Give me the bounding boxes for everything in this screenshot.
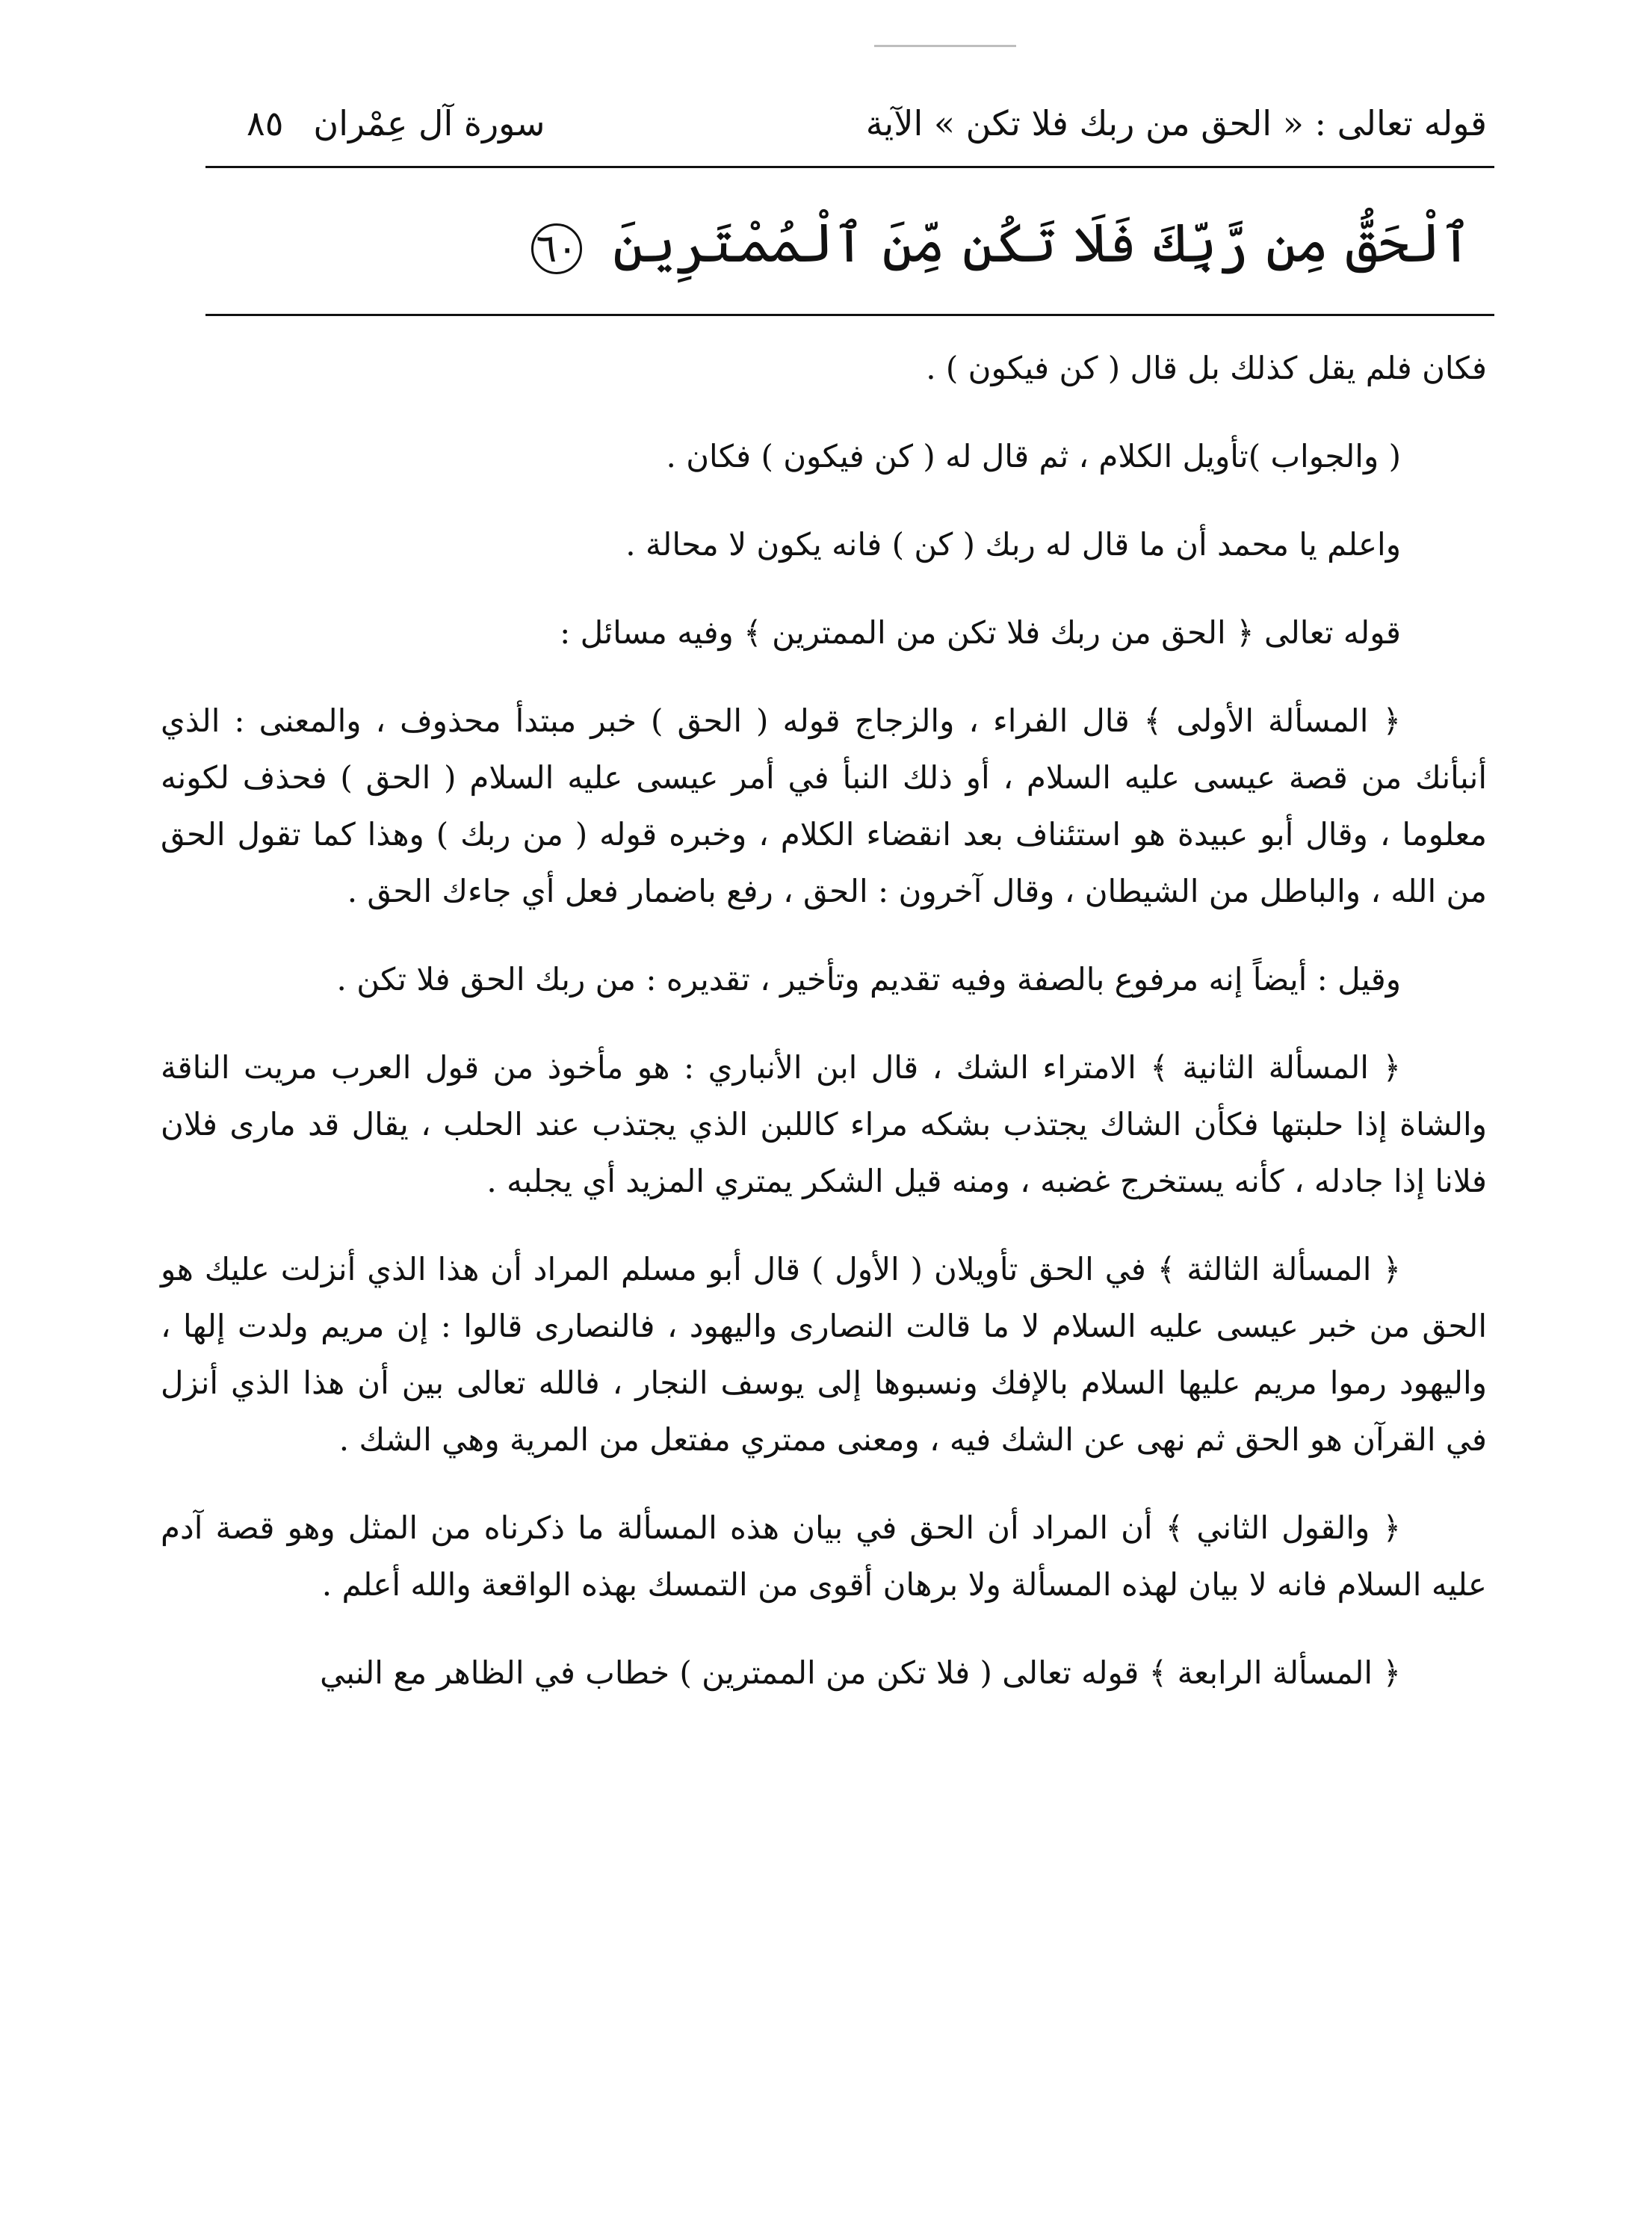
commentary-body — [161, 340, 1487, 1733]
running-title: قوله تعالى : « الحق من ربك فلا تكن » الآية — [865, 103, 1487, 143]
paragraph: ( والجواب )تأويل الكلام ، ثم قال له ( كن فيكون ) فكان . — [666, 438, 1401, 474]
header-rule — [205, 166, 1494, 168]
ayah-marker: ٦٠ — [531, 223, 582, 274]
quran-verse — [536, 187, 1472, 299]
paragraph: ﴿ المسألة الثالثة ﴾ في الحق تأويلان ( الأول ) قال أبو مسلم المراد أن هذا الذي أنزلت عليك هو الحق من خبر عيسى عليه السلام لا ما قالت النصارى واليهود ، فالنصارى قالوا : إن مريم ولدت إلها ، واليهود رموا مريم عليها السلام بالإفك ونسبوها إلى يوسف النجار ، فالله تعالى بين أن هذا الذي أنزل في القرآن هو الحق ثم نهى عن الشك فيه ، ومعنى ممتري مفتعل من المرية وهي الشك . — [161, 1251, 1487, 1458]
paragraph: وقيل : أيضاً إنه مرفوع بالصفة وفيه تقديم وتأخير ، تقديره : من ربك الحق فلا تكن . — [336, 961, 1401, 998]
paragraph: ﴿ المسألة الرابعة ﴾ قوله تعالى ( فلا تكن من الممترين ) خطاب في الظاهر مع النبي — [320, 1654, 1401, 1691]
paragraph: واعلم يا محمد أن ما قال له ربك ( كن ) فانه يكون لا محالة . — [625, 526, 1401, 563]
verse-rule — [205, 314, 1494, 316]
surah-name: سورة آل عِمْران — [313, 103, 545, 143]
paragraph: ﴿ المسألة الثانية ﴾ الامتراء الشك ، قال ابن الأنباري : هو مأخوذ من قول العرب مريت الناقة والشاة إذا حلبتها فكأن الشاك يجتذب بشكه مراء كاللبن الذي يجتذب عند الحلب ، يقال قد مارى فلان فلانا إذا جادله ، كأنه يستخرج غضبه ، ومنه قيل الشكر يمتري المزيد أي يجلبه . — [161, 1049, 1487, 1199]
paragraph: ﴿ والقول الثاني ﴾ أن المراد أن الحق في بيان هذه المسألة ما ذكرناه من المثل وهو قصة آدم عليه السلام فانه لا بيان لهذه المسألة ولا برهان أقوى من التمسك بهذه الواقعة والله أعلم . — [161, 1509, 1487, 1603]
paragraph: قوله تعالى ﴿ الحق من ربك فلا تكن من الممترين ﴾ وفيه مسائل : — [560, 614, 1401, 651]
verse-text: ٱلْحَقُّ مِن رَّبِّكَ فَلَا تَكُن مِّنَ ٱلْمُمْتَرِينَ — [613, 211, 1472, 274]
scan-smudge — [874, 45, 1016, 47]
paragraph: فكان فلم يقل كذلك بل قال ( كن فيكون ) . — [926, 350, 1487, 386]
paragraph: ﴿ المسألة الأولى ﴾ قال الفراء ، والزجاج قوله ( الحق ) خبر مبتدأ محذوف ، والمعنى : الذي أنبأنك من قصة عيسى عليه السلام ، أو ذلك النبأ في أمر عيسى عليه السلام ( الحق ) فحذف لكونه معلوما ، وقال أبو عبيدة هو استئناف بعد انقضاء الكلام ، وخبره قوله ( من ربك ) وهذا كما تقول الحق من الله ، والباطل من الشيطان ، وقال آخرون : الحق ، رفع باضمار فعل أي جاءك الحق . — [161, 702, 1487, 909]
page-header — [202, 93, 1487, 153]
page-number: ٨٥ — [247, 103, 284, 143]
